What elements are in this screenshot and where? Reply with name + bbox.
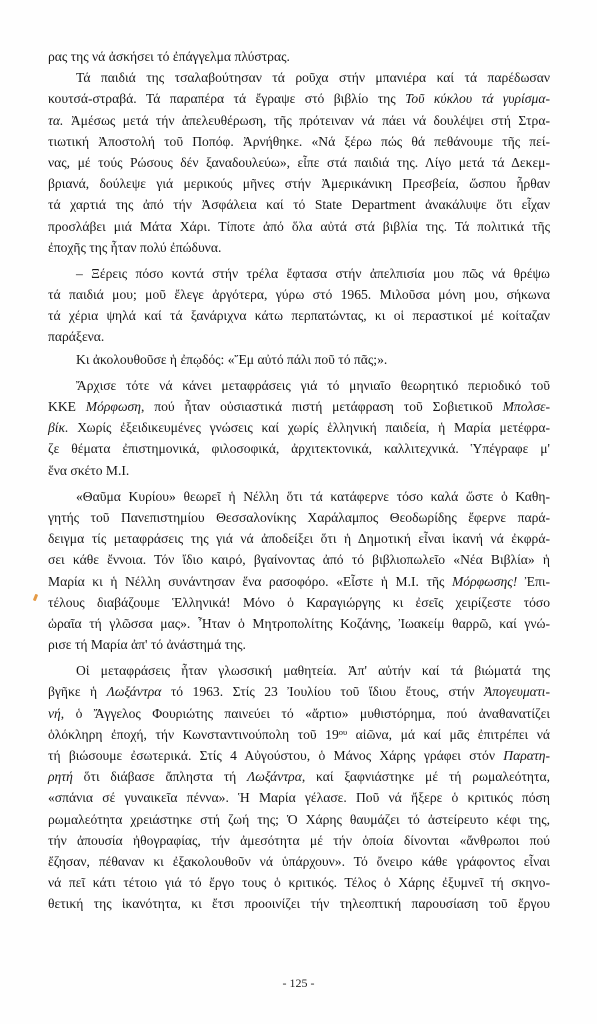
text-line bbox=[48, 660, 550, 681]
text-line bbox=[48, 284, 550, 305]
text-segment: Κι ἀκολουθοῦσε ἡ ἐπῳδός: «Ἔμ αὐτό πάλι ποῦ τό πᾶς;». bbox=[76, 351, 388, 367]
text-segment: αἰῶνα, μά καί μᾶς ἐπιτρέπει νά bbox=[347, 726, 550, 742]
text-segment: Ἀμέσως μετά τήν ἀπελευθέρωση, τῆς πρότειναν νά πάει νά δουλέψει στή Στρα- bbox=[63, 112, 550, 128]
text-line bbox=[48, 745, 550, 766]
text-line bbox=[48, 194, 550, 215]
text-segment: ΚΚΕ bbox=[48, 399, 86, 414]
text-segment: παράξενα. bbox=[48, 329, 105, 345]
text-segment: Ἐπι- bbox=[517, 573, 551, 589]
italic-text: Μόρφωσης! bbox=[451, 573, 518, 589]
paragraph bbox=[48, 349, 550, 370]
text-segment: τιωτική Ἀποστολή τοῦ Ποπόφ. Ἀρνήθηκε. «Νά ξέρω πώς θά πεθάνουμε τῆς πεί- bbox=[48, 133, 550, 149]
paragraph bbox=[48, 660, 550, 914]
text-line bbox=[48, 486, 550, 507]
text-segment: νά πεῖ κάτι τέτοιο γιά τό ἔργο τους ὁ κριτικός. Τέλος ὁ Χάρης ἐξυμνεῖ τή σκηνο- bbox=[48, 875, 550, 891]
body-text bbox=[48, 46, 550, 915]
text-segment: ὅτι διάβασε ἄπληστα τή bbox=[72, 769, 248, 785]
text-segment: τά παιδιά μου; μοῦ ἔλεγε ἀργότερα, γύρω στό 1965. Μιλοῦσα μόνη μου, σήκωνα bbox=[48, 287, 550, 303]
paragraph bbox=[48, 486, 550, 656]
text-line bbox=[48, 67, 550, 88]
text-segment: σει κάθε ἔννοια. Τόν ἴδιο καιρό, βγαίνοντας ἀπό τό βιβλιοπωλεῖο «Νέα Βιβλία» ἡ bbox=[48, 552, 550, 568]
text-segment: βγῆκε ἡ bbox=[48, 684, 107, 700]
text-segment: τή βιώσουμε ἐσωτερικά. Στίς 4 Αὐγούστου, ὁ Μάνος Χάρης γράφει στόν bbox=[48, 748, 504, 763]
text-segment: ρας της νά ἀσκήσει τό ἐπάγγελμα πλύστρας. bbox=[48, 49, 290, 64]
text-line bbox=[48, 528, 550, 549]
text-segment: βριανά, δούλεψε γιά μερικούς μῆνες στήν Ἀμερικάνικη Πρεσβεία, ὥσπου ἦρθαν bbox=[48, 176, 550, 192]
text-line bbox=[48, 375, 550, 396]
text-line bbox=[48, 613, 550, 634]
text-line bbox=[48, 830, 550, 851]
text-line bbox=[48, 592, 550, 613]
italic-text: νή bbox=[48, 705, 61, 721]
page-number: - 125 - bbox=[282, 976, 315, 990]
text-line bbox=[48, 787, 550, 808]
text-line bbox=[48, 681, 550, 702]
text-segment: ρισε τή Μαρία ἀπ' τό ἀνάστημά της. bbox=[48, 637, 246, 653]
text-line bbox=[48, 417, 550, 438]
text-line bbox=[48, 571, 550, 592]
text-segment: τά χαρτιά της ἀπό τήν Ἀσφάλεια καί τό State Department ἀνακάλυψε ὅτι εἶχαν bbox=[48, 197, 550, 213]
italic-text: Παρατη- bbox=[503, 748, 550, 763]
text-line bbox=[48, 152, 550, 173]
text-line bbox=[48, 88, 550, 109]
text-segment: «Θαῦμα Κυρίου» θεωρεῖ ἡ Νέλλη ὅτι τά κατάφερνε τόσο καλά ὥστε ὁ Καθη- bbox=[76, 488, 550, 504]
italic-text: Λωξάντρα bbox=[106, 684, 162, 700]
text-line bbox=[48, 438, 550, 459]
text-line bbox=[48, 326, 550, 347]
text-line bbox=[48, 216, 550, 237]
text-line bbox=[48, 851, 550, 872]
italic-text: Μόρφωση bbox=[85, 399, 141, 414]
paragraph bbox=[48, 67, 550, 258]
text-segment: Χωρίς ἐξειδικευμένες γνώσεις καί χωρίς ἑλληνική παιδεία, ἡ Μαρία μετέφρα- bbox=[68, 420, 550, 436]
text-segment: Ἄρχισε τότε νά κάνει μεταφράσεις γιά τό μηνιαῖο θεωρητικό περιοδικό τοῦ bbox=[76, 377, 550, 393]
italic-text: ρητή bbox=[48, 769, 73, 785]
text-segment: Τά παιδιά της τσαλαβούτησαν τά ροῦχα στήν μπανιέρα καί τά παρέδωσαν bbox=[76, 70, 550, 86]
italic-text: Μπολσε- bbox=[502, 399, 550, 414]
text-line bbox=[48, 809, 550, 830]
text-segment: δειγμα τίς μεταφράσεις της γιά νά ἀποδείξει ὅτι ἡ Δημοτική εἶναι ἱκανή νά ἐκφρά- bbox=[48, 531, 550, 547]
text-line bbox=[48, 237, 550, 258]
text-segment: ὡραῖα τή γλῶσσα μας». Ἦταν ὁ Μητροπολίτης Κοζάνης, Ἰωακείμ θαρρῶ, καί γνώ- bbox=[48, 615, 550, 631]
text-line bbox=[48, 872, 550, 893]
paragraph bbox=[48, 46, 550, 67]
text-segment: προσλάβει μιά Μάτα Χάρι. Τίποτε ἀπό ὅλα αὐτά στά βιβλία της. Τά πολιτικά τῆς bbox=[48, 218, 550, 234]
text-segment: κουτσά-στραβά. Τά παραπέρα τά ἔγραψε στό βιβλίο της bbox=[48, 91, 406, 107]
text-segment: , ὁ Ἄγγελος Φουριώτης παινεύει τό «ἄρτιο» μυθιστόρημα, πού ἀναθανατίζει bbox=[60, 705, 550, 721]
text-line bbox=[48, 110, 550, 131]
text-segment: , πού ἦταν οὐσιαστικά πιστή μετάφραση τοῦ Σοβιετικοῦ bbox=[141, 399, 503, 414]
text-segment: τέλους διαβάζουμε Ἑλληνικά! Μόνο ὁ Καραγιώργης κι ἐσεῖς χειρίζεστε τόσο bbox=[48, 594, 550, 610]
text-line bbox=[48, 349, 550, 370]
text-line bbox=[48, 724, 550, 745]
text-segment: Οἱ μεταφράσεις ἦταν γλωσσική μαθητεία. Ἀπ' αὐτήν καί τά βιώματά της bbox=[76, 663, 550, 679]
text-segment: θετική της ἱκανότητα, κι ἔτσι προοινίζει τήν τηλεοπτική παρουσίαση τοῦ ἔργου bbox=[48, 896, 550, 912]
text-line bbox=[48, 549, 550, 570]
italic-text: τα. bbox=[48, 112, 64, 128]
text-line bbox=[48, 173, 550, 194]
text-line bbox=[48, 460, 550, 481]
text-segment: – Ξέρεις πόσο κοντά στήν τρέλα ἔφτασα στήν ἀπελπισία μου πῶς νά θρέψω bbox=[76, 265, 550, 281]
text-line bbox=[48, 131, 550, 152]
text-line bbox=[48, 305, 550, 326]
text-segment: ὁλόκληρη ἐποχή, τήν Κωνσταντινούπολη τοῦ 19 bbox=[48, 726, 339, 742]
paragraph bbox=[48, 263, 550, 348]
text-segment: ρωμαλεότητα χρειάστηκε στή ζωή της; Ὁ Χάρης θαυμάζει τό ἀστείρευτο κέφι της, bbox=[48, 811, 550, 827]
italic-text: Λωξάντρα bbox=[247, 769, 302, 785]
paragraph bbox=[48, 375, 550, 481]
text-segment: ἔζησαν, πέθαναν κι ἐξακολουθοῦν νά ὑπάρχουν». Τό ὄνειρο κάθε γράφοντος εἶναι bbox=[48, 853, 550, 869]
text-segment: τά χέρια ψηλά καί τά ξανάριχνα κάτω περπατώντας, κι οἱ περαστικοί μέ κοίταζαν bbox=[48, 308, 550, 324]
italic-text: Τοῦ κύκλου τά γυρίσμα- bbox=[405, 91, 551, 107]
text-segment: Μαρία κι ἡ Νέλλη συνάντησαν ἕνα ρασοφόρο. «Εἶστε ἡ Μ.Ι. τῆς bbox=[48, 573, 452, 589]
italic-text: Ἀπογευματι- bbox=[484, 684, 550, 700]
italic-text: βίκ. bbox=[48, 420, 69, 436]
text-line bbox=[48, 507, 550, 528]
text-line bbox=[48, 46, 550, 67]
text-segment: γητής τοῦ Πανεπιστημίου Θεσσαλονίκης Χαράλαμπος Θεοδωρίδης ἔφερνε παρά- bbox=[48, 509, 550, 525]
text-segment: τό 1963. Στίς 23 Ἰουλίου τοῦ ἴδιου ἔτους, στήν bbox=[161, 684, 484, 700]
text-line bbox=[48, 703, 550, 724]
text-line bbox=[48, 263, 550, 284]
margin-mark bbox=[33, 594, 38, 602]
text-segment: «σπάνια σέ γυναικεῖα πέννα». Ἡ Μαρία γέλασε. Ποῦ νά ἤξερε ὁ κριτικός πόση bbox=[48, 790, 550, 806]
text-line bbox=[48, 634, 550, 655]
text-segment: ἐποχῆς της ἦταν πολύ ἐπώδυνα. bbox=[48, 239, 222, 255]
text-segment: ζε θέματα ἐπιστημονικά, φιλοσοφικά, ἀρχιτεκτονικά, καλλιτεχνικά. Ὑπέγραφε μ' bbox=[48, 441, 550, 457]
text-line bbox=[48, 766, 550, 787]
text-line bbox=[48, 893, 550, 914]
superscript-text: ου bbox=[338, 726, 348, 737]
text-segment: , καί ξαφνιάστηκε μέ τή ρωμαλεότητα, bbox=[301, 769, 551, 785]
text-line bbox=[48, 396, 550, 417]
text-segment: ἕνα σκέτο Μ.Ι. bbox=[48, 462, 130, 478]
text-segment: νας, μέ τούς Ρώσους δέν ξαναδουλεύω», εἶπε στά παιδιά της. Λίγο μετά τά Δεκεμ- bbox=[48, 154, 550, 170]
text-segment: τήν ἀπουσία ἠθογραφίας, τήν ἀμεσότητα μέ τήν ὁποία δίνονται «ἄνθρωποι πού bbox=[48, 832, 550, 848]
